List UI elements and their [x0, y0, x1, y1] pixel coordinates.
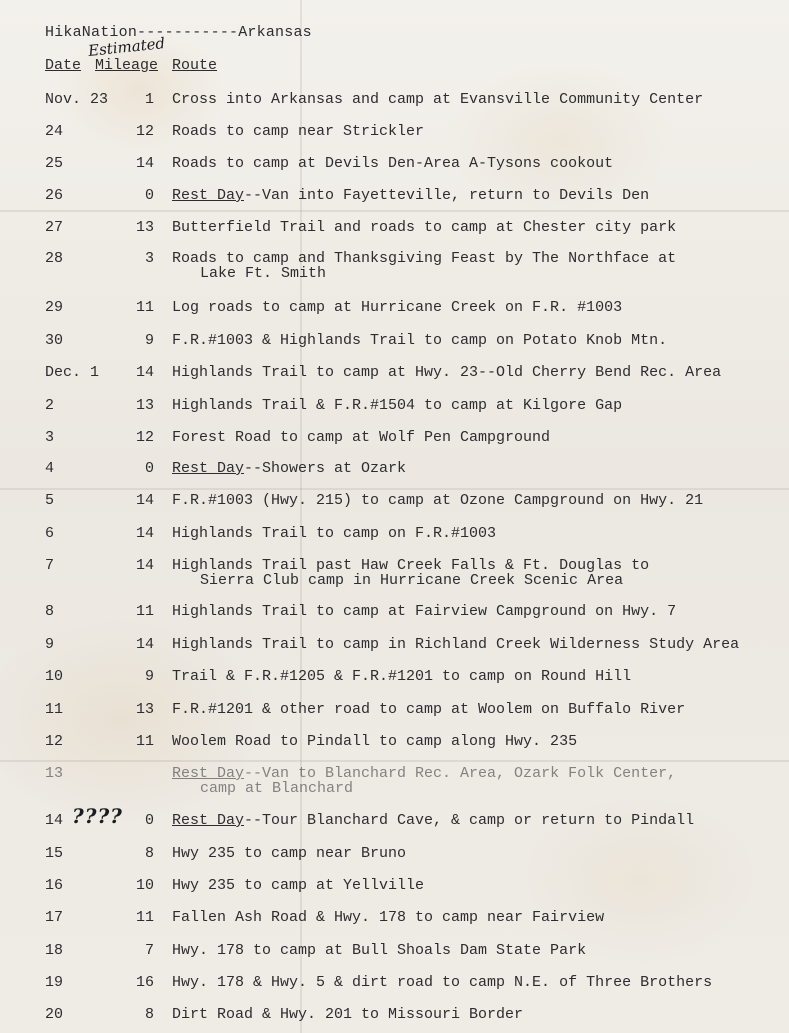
row-mileage: 9 [144, 668, 154, 685]
row-route [172, 813, 694, 828]
row-route [172, 878, 424, 893]
route-text: Highlands Trail to camp on F.R.#1003 [172, 525, 497, 542]
route-text: Highlands Trail to camp in Richland Creek Wilderness Study Area [172, 636, 740, 653]
row-route [172, 943, 586, 958]
row-route [172, 430, 550, 445]
row-date: 18 [45, 942, 64, 959]
row-route [172, 188, 649, 203]
route-text: Hwy. 178 & Hwy. 5 & dirt road to camp N.E. of Three Brothers [172, 974, 713, 991]
route-text: Roads to camp near Strickler [172, 123, 425, 140]
route-text: Highlands Trail & F.R.#1504 to camp at Kilgore Gap [172, 397, 623, 414]
route-text: Roads to camp and Thanksgiving Feast by The Northface at [172, 250, 677, 267]
row-mileage: 11 [135, 299, 154, 316]
column-header-route: Route [172, 57, 218, 74]
row-mileage: 13 [135, 701, 154, 718]
rest-day-label: Rest Day [172, 460, 245, 477]
row-route [172, 669, 631, 684]
row-route [172, 910, 604, 925]
page-title: HikaNation-----------Arkansas [45, 24, 312, 41]
route-text: Hwy 235 to camp near Bruno [172, 845, 407, 862]
column-header-date: Date [45, 57, 82, 74]
row-mileage: 7 [144, 942, 154, 959]
row-mileage: 0 [144, 460, 154, 477]
rest-day-label: Rest Day [172, 765, 245, 782]
row-date: 24 [45, 123, 64, 140]
route-text: Highlands Trail to camp at Fairview Campground on Hwy. 7 [172, 603, 677, 620]
route-text: Woolem Road to Pindall to camp along Hwy. 235 [172, 733, 578, 750]
row-date: 11 [45, 701, 64, 718]
handwritten-question-marks: ???? [72, 804, 123, 828]
row-route-continuation: Sierra Club camp in Hurricane Creek Scenic Area [200, 572, 624, 589]
route-text: Roads to camp at Devils Den-Area A-Tysons cookout [172, 155, 614, 172]
route-text: --Van to Blanchard Rec. Area, Ozark Folk Center, [244, 765, 677, 782]
route-text: Log roads to camp at Hurricane Creek on F.R. #1003 [172, 299, 623, 316]
route-text: Hwy 235 to camp at Yellville [172, 877, 425, 894]
row-route [172, 526, 496, 541]
row-date: Dec. 1 [45, 364, 100, 381]
row-mileage: 11 [135, 909, 154, 926]
row-route [172, 251, 676, 266]
route-text: --Van into Fayetteville, return to Devils Den [244, 187, 650, 204]
row-date: 3 [45, 429, 55, 446]
row-date: 26 [45, 187, 64, 204]
row-date: 14 [45, 812, 64, 829]
route-text: Cross into Arkansas and camp at Evansville Community Center [172, 91, 704, 108]
row-date: 5 [45, 492, 55, 509]
row-date: 30 [45, 332, 64, 349]
row-mileage: 14 [135, 525, 154, 542]
route-text: Hwy. 178 to camp at Bull Shoals Dam State Park [172, 942, 587, 959]
row-route-continuation: Lake Ft. Smith [200, 265, 327, 282]
route-text: Highlands Trail to camp at Hwy. 23--Old Cherry Bend Rec. Area [172, 364, 722, 381]
row-mileage: 3 [144, 250, 154, 267]
row-date: 16 [45, 877, 64, 894]
fold-crease [0, 760, 789, 762]
row-date: Nov. 23 [45, 91, 109, 108]
row-route [172, 734, 577, 749]
route-text: Butterfield Trail and roads to camp at Chester city park [172, 219, 677, 236]
row-mileage: 14 [135, 636, 154, 653]
row-mileage: 13 [135, 397, 154, 414]
row-date: 20 [45, 1006, 64, 1023]
row-date: 10 [45, 668, 64, 685]
route-text: Fallen Ash Road & Hwy. 178 to camp near Fairview [172, 909, 605, 926]
row-route [172, 493, 703, 508]
route-text: Trail & F.R.#1205 & F.R.#1201 to camp on Round Hill [172, 668, 632, 685]
row-mileage: 11 [135, 603, 154, 620]
fold-crease [0, 488, 789, 490]
row-route [172, 398, 622, 413]
row-mileage: 0 [144, 187, 154, 204]
handwritten-estimated-note: Estimated [87, 34, 166, 60]
row-route [172, 92, 703, 107]
row-date: 27 [45, 219, 64, 236]
row-mileage: 8 [144, 1006, 154, 1023]
row-date: 28 [45, 250, 64, 267]
route-text: F.R.#1201 & other road to camp at Woolem on Buffalo River [172, 701, 686, 718]
row-mileage: 13 [135, 219, 154, 236]
row-mileage: 9 [144, 332, 154, 349]
row-mileage: 8 [144, 845, 154, 862]
row-mileage: 11 [135, 733, 154, 750]
row-date: 19 [45, 974, 64, 991]
row-date: 15 [45, 845, 64, 862]
row-date: 9 [45, 636, 55, 653]
route-text: Highlands Trail past Haw Creek Falls & Ft. Douglas to [172, 557, 650, 574]
row-date: 8 [45, 603, 55, 620]
row-route [172, 461, 406, 476]
row-route [172, 156, 613, 171]
row-mileage: 10 [135, 877, 154, 894]
row-date: 13 [45, 765, 64, 782]
route-text: F.R.#1003 & Highlands Trail to camp on Potato Knob Mtn. [172, 332, 668, 349]
row-route [172, 702, 685, 717]
route-text: Dirt Road & Hwy. 201 to Missouri Border [172, 1006, 524, 1023]
row-mileage: 14 [135, 492, 154, 509]
row-route [172, 558, 649, 573]
row-date: 2 [45, 397, 55, 414]
rest-day-label: Rest Day [172, 187, 245, 204]
row-route [172, 300, 622, 315]
row-date: 6 [45, 525, 55, 542]
row-route [172, 333, 667, 348]
row-date: 12 [45, 733, 64, 750]
column-header-mileage: Mileage [95, 57, 159, 74]
row-date: 4 [45, 460, 55, 477]
row-route [172, 846, 406, 861]
row-mileage: 12 [135, 123, 154, 140]
row-mileage: 1 [144, 91, 154, 108]
fold-crease [0, 210, 789, 212]
route-text: Forest Road to camp at Wolf Pen Campground [172, 429, 551, 446]
row-route [172, 220, 676, 235]
row-route [172, 975, 712, 990]
route-text: --Tour Blanchard Cave, & camp or return to Pindall [244, 812, 695, 829]
row-route [172, 365, 721, 380]
rest-day-label: Rest Day [172, 812, 245, 829]
row-mileage: 14 [135, 364, 154, 381]
row-mileage: 12 [135, 429, 154, 446]
row-date: 17 [45, 909, 64, 926]
row-mileage: 16 [135, 974, 154, 991]
row-mileage: 0 [144, 812, 154, 829]
row-route [172, 766, 676, 781]
row-date: 25 [45, 155, 64, 172]
row-mileage: 14 [135, 155, 154, 172]
row-date: 29 [45, 299, 64, 316]
row-mileage: 14 [135, 557, 154, 574]
row-route [172, 1007, 523, 1022]
row-route-continuation: camp at Blanchard [200, 780, 354, 797]
route-text: F.R.#1003 (Hwy. 215) to camp at Ozone Campground on Hwy. 21 [172, 492, 704, 509]
row-route [172, 124, 424, 139]
route-text: --Showers at Ozark [244, 460, 407, 477]
row-route [172, 637, 739, 652]
row-date: 7 [45, 557, 55, 574]
row-route [172, 604, 676, 619]
